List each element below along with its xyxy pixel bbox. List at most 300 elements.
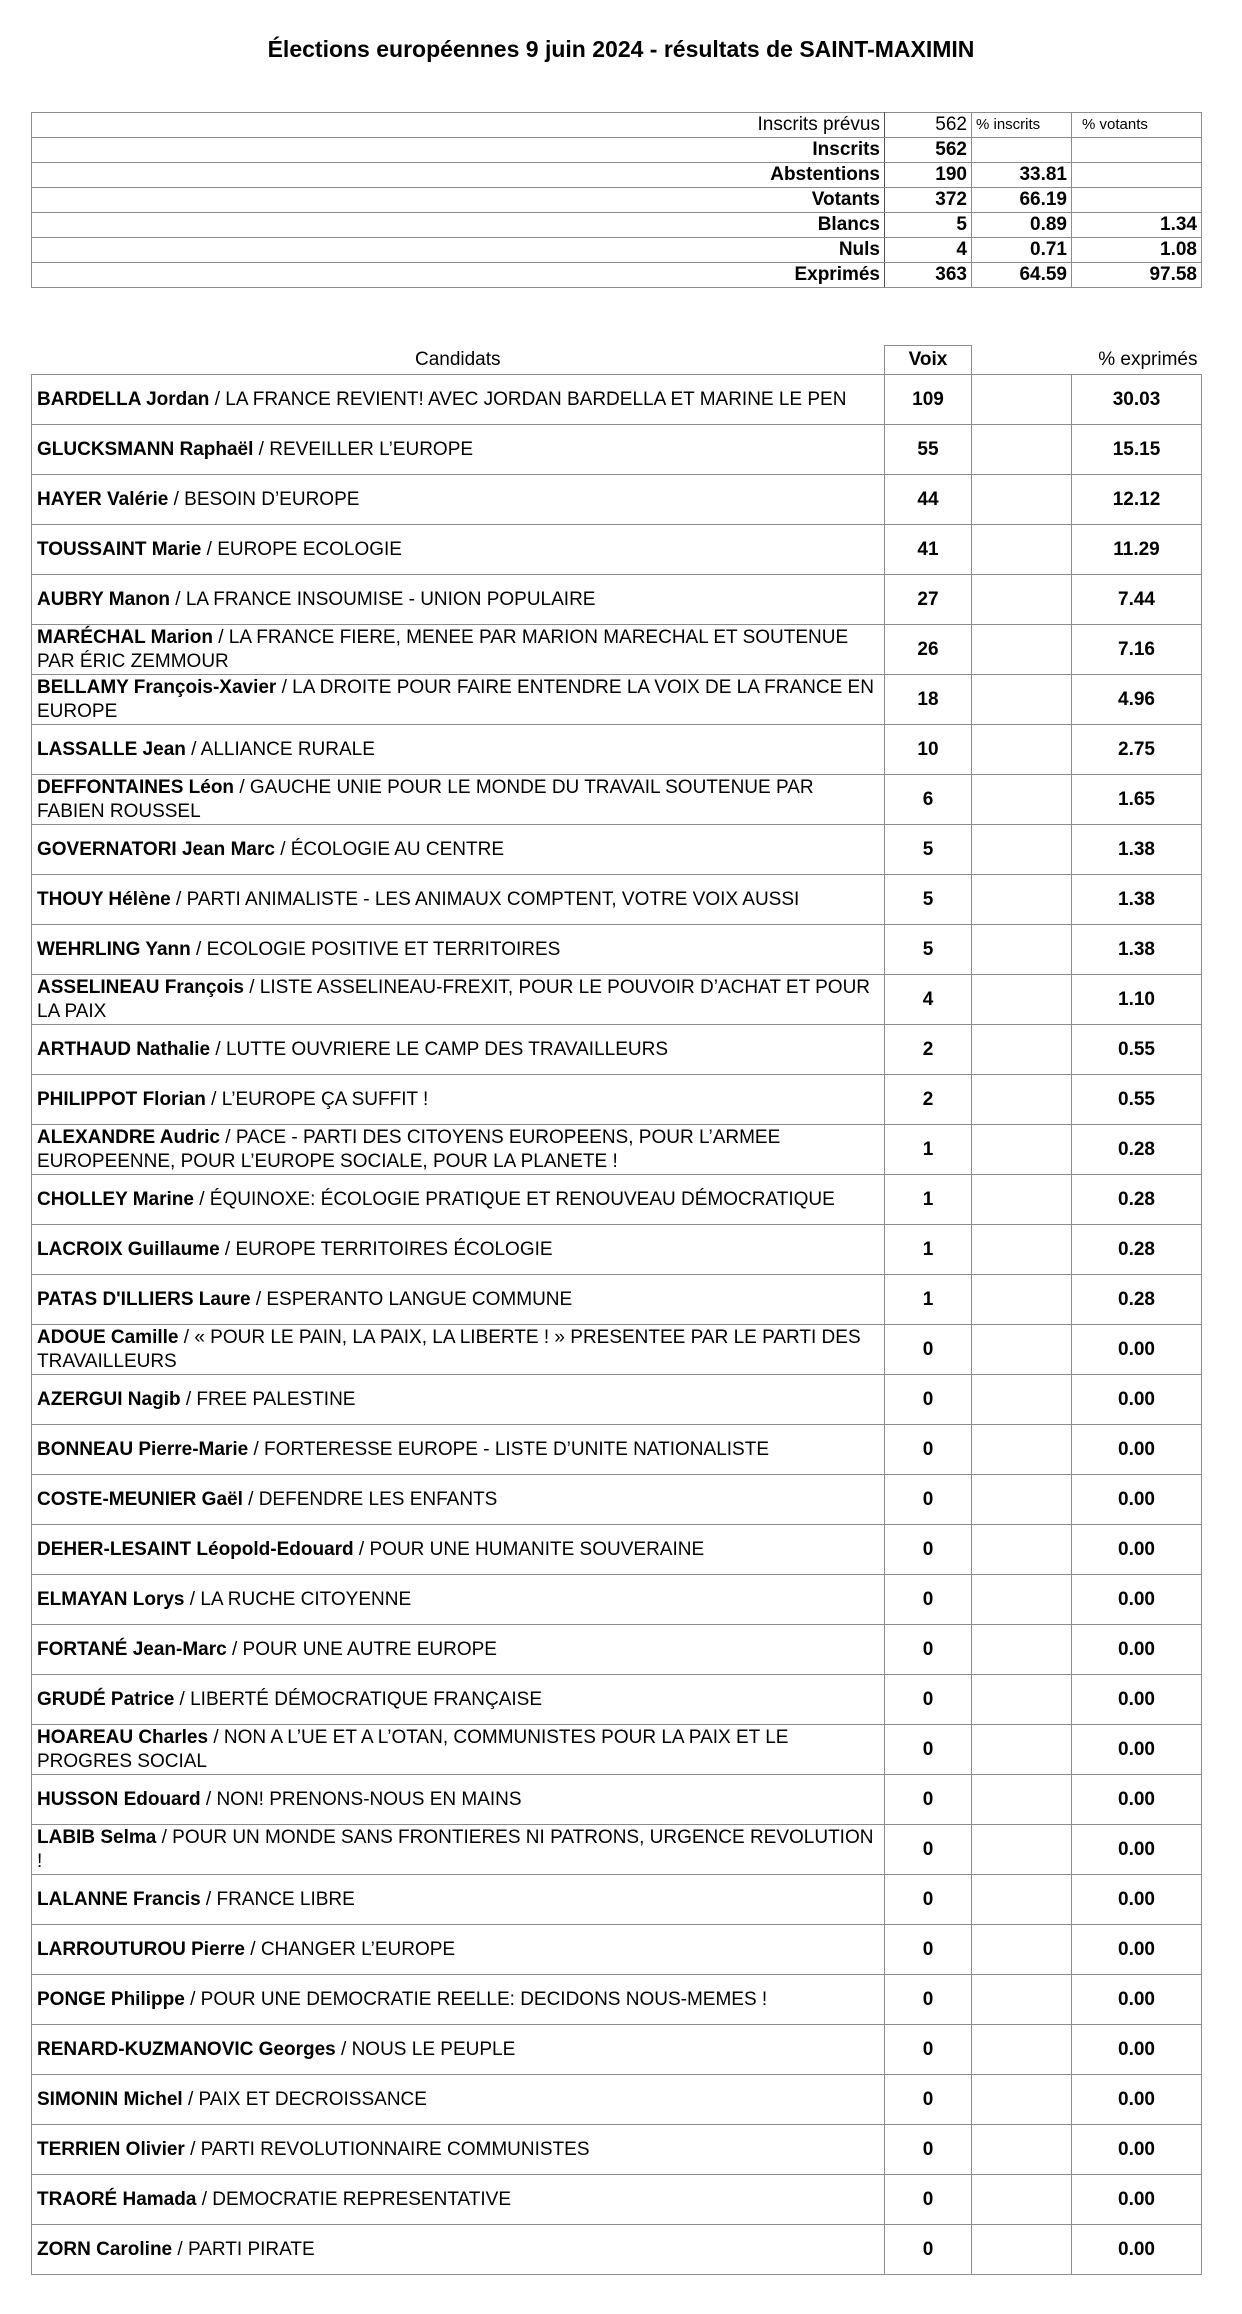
candidate-voix: 2 bbox=[885, 1075, 972, 1125]
candidate-row bbox=[32, 925, 1202, 975]
candidate-name: TERRIEN Olivier bbox=[37, 2138, 185, 2160]
candidate-cell bbox=[32, 1225, 885, 1275]
candidate-voix: 0 bbox=[885, 2075, 972, 2125]
candidate-list: / LIBERTÉ DÉMOCRATIQUE FRANÇAISE bbox=[174, 1688, 543, 1710]
empty-cell bbox=[972, 1325, 1072, 1375]
candidate-list: / PARTI ANIMALISTE - LES ANIMAUX COMPTENT, VOTRE VOIX AUSSI bbox=[170, 888, 800, 910]
candidate-list: / « POUR LE PAIN, LA PAIX, LA LIBERTE ! » PRESENTEE PAR LE PARTI DES TRAVAILLEURS bbox=[37, 1326, 861, 1372]
candidate-name: HUSSON Edouard bbox=[37, 1788, 201, 1810]
candidate-cell bbox=[32, 1725, 885, 1775]
candidate-list: / PARTI PIRATE bbox=[172, 2238, 315, 2260]
candidate-row bbox=[32, 2225, 1202, 2275]
pct-inscrits-header: % inscrits bbox=[972, 113, 1072, 138]
empty-cell bbox=[972, 725, 1072, 775]
candidate-pct-exprimes: 0.00 bbox=[1072, 1475, 1202, 1525]
candidate-voix: 5 bbox=[885, 825, 972, 875]
candidate-row bbox=[32, 1875, 1202, 1925]
candidate-voix: 1 bbox=[885, 1275, 972, 1325]
candidate-list: / DEFENDRE LES ENFANTS bbox=[242, 1488, 498, 1510]
empty-cell bbox=[972, 1375, 1072, 1425]
candidate-voix: 0 bbox=[885, 1475, 972, 1525]
candidate-name: THOUY Hélène bbox=[37, 888, 171, 910]
candidate-row bbox=[32, 1375, 1202, 1425]
candidate-row bbox=[32, 775, 1202, 825]
empty-cell bbox=[972, 1625, 1072, 1675]
candidate-list: / PAIX ET DECROISSANCE bbox=[182, 2088, 427, 2110]
candidate-pct-exprimes: 15.15 bbox=[1072, 425, 1202, 475]
candidate-list: / LUTTE OUVRIERE LE CAMP DES TRAVAILLEURS bbox=[210, 1038, 669, 1060]
summary-label: Inscrits bbox=[32, 138, 885, 163]
summary-pct-inscrits: 66.19 bbox=[972, 188, 1072, 213]
candidate-pct-exprimes: 0.00 bbox=[1072, 1575, 1202, 1625]
summary-label: Inscrits prévus bbox=[32, 113, 885, 138]
candidate-list: / LA FRANCE REVIENT! AVEC JORDAN BARDELLA ET MARINE LE PEN bbox=[209, 388, 847, 410]
summary-label: Votants bbox=[32, 188, 885, 213]
summary-value: 4 bbox=[885, 238, 972, 263]
candidate-name: ELMAYAN Lorys bbox=[37, 1588, 185, 1610]
candidate-row bbox=[32, 875, 1202, 925]
candidate-row bbox=[32, 375, 1202, 425]
summary-label: Blancs bbox=[32, 213, 885, 238]
candidate-voix: 0 bbox=[885, 1525, 972, 1575]
candidate-cell bbox=[32, 2175, 885, 2225]
candidate-pct-exprimes: 0.00 bbox=[1072, 1775, 1202, 1825]
empty-cell bbox=[972, 1925, 1072, 1975]
candidate-cell bbox=[32, 1625, 885, 1675]
candidate-row bbox=[32, 1775, 1202, 1825]
candidates-table bbox=[31, 345, 1202, 2275]
candidate-name: TOUSSAINT Marie bbox=[37, 538, 202, 560]
summary-pct-votants: 1.34 bbox=[1072, 213, 1202, 238]
candidates-header-row bbox=[32, 346, 1202, 375]
summary-pct-inscrits bbox=[972, 138, 1072, 163]
empty-cell bbox=[972, 975, 1072, 1025]
summary-value: 5 bbox=[885, 213, 972, 238]
candidate-cell bbox=[32, 1575, 885, 1625]
candidate-voix: 0 bbox=[885, 2025, 972, 2075]
candidate-list: / POUR UNE AUTRE EUROPE bbox=[226, 1638, 497, 1660]
candidate-voix: 18 bbox=[885, 675, 972, 725]
empty-cell bbox=[972, 2075, 1072, 2125]
candidate-name: AZERGUI Nagib bbox=[37, 1388, 181, 1410]
candidate-voix: 10 bbox=[885, 725, 972, 775]
candidate-name: ARTHAUD Nathalie bbox=[37, 1038, 211, 1060]
summary-pct-votants: 1.08 bbox=[1072, 238, 1202, 263]
candidate-name: WEHRLING Yann bbox=[37, 938, 191, 960]
candidate-name: BELLAMY François-Xavier bbox=[37, 676, 277, 698]
candidate-pct-exprimes: 0.28 bbox=[1072, 1275, 1202, 1325]
empty-cell bbox=[972, 1425, 1072, 1475]
candidate-voix: 0 bbox=[885, 1675, 972, 1725]
candidate-row bbox=[32, 975, 1202, 1025]
candidate-voix: 4 bbox=[885, 975, 972, 1025]
candidate-pct-exprimes: 0.00 bbox=[1072, 2025, 1202, 2075]
candidate-pct-exprimes: 0.55 bbox=[1072, 1075, 1202, 1125]
empty-cell bbox=[972, 1475, 1072, 1525]
candidate-cell bbox=[32, 1425, 885, 1475]
empty-cell bbox=[972, 775, 1072, 825]
summary-row-inscrits-prevus bbox=[32, 113, 1202, 138]
empty-cell bbox=[972, 1075, 1072, 1125]
candidate-voix: 27 bbox=[885, 575, 972, 625]
summary-value: 190 bbox=[885, 163, 972, 188]
candidate-row bbox=[32, 1525, 1202, 1575]
candidate-name: LALANNE Francis bbox=[37, 1888, 201, 1910]
empty-cell bbox=[972, 1125, 1072, 1175]
candidate-voix: 0 bbox=[885, 1425, 972, 1475]
candidate-voix: 0 bbox=[885, 1575, 972, 1625]
candidate-row bbox=[32, 525, 1202, 575]
candidate-pct-exprimes: 0.00 bbox=[1072, 1925, 1202, 1975]
candidate-voix: 6 bbox=[885, 775, 972, 825]
candidate-cell bbox=[32, 825, 885, 875]
candidate-row bbox=[32, 725, 1202, 775]
candidate-cell bbox=[32, 2075, 885, 2125]
summary-table bbox=[31, 112, 1202, 288]
empty-cell bbox=[972, 2025, 1072, 2075]
candidate-list: / POUR UNE HUMANITE SOUVERAINE bbox=[353, 1538, 705, 1560]
summary-pct-votants bbox=[1072, 138, 1202, 163]
summary-value: 372 bbox=[885, 188, 972, 213]
candidate-pct-exprimes: 7.16 bbox=[1072, 625, 1202, 675]
empty-cell bbox=[972, 375, 1072, 425]
candidate-voix: 2 bbox=[885, 1025, 972, 1075]
candidate-pct-exprimes: 0.00 bbox=[1072, 1325, 1202, 1375]
candidate-pct-exprimes: 4.96 bbox=[1072, 675, 1202, 725]
candidate-pct-exprimes: 0.00 bbox=[1072, 1875, 1202, 1925]
summary-pct-votants bbox=[1072, 163, 1202, 188]
candidate-voix: 109 bbox=[885, 375, 972, 425]
empty-cell bbox=[972, 625, 1072, 675]
empty-cell bbox=[972, 1875, 1072, 1925]
empty-cell bbox=[972, 1575, 1072, 1625]
candidate-voix: 0 bbox=[885, 2175, 972, 2225]
candidate-name: DEHER-LESAINT Léopold-Edouard bbox=[37, 1538, 354, 1560]
summary-pct-inscrits: 64.59 bbox=[972, 263, 1072, 288]
empty-cell bbox=[972, 575, 1072, 625]
empty-cell bbox=[972, 1725, 1072, 1775]
pct-votants-header: % votants bbox=[1072, 113, 1202, 138]
candidate-name: PATAS D'ILLIERS Laure bbox=[37, 1288, 251, 1310]
candidate-name: LASSALLE Jean bbox=[37, 738, 186, 760]
candidate-row bbox=[32, 1925, 1202, 1975]
candidate-voix: 0 bbox=[885, 1625, 972, 1675]
candidate-list: / FREE PALESTINE bbox=[180, 1388, 356, 1410]
candidate-cell bbox=[32, 875, 885, 925]
candidate-voix: 0 bbox=[885, 1825, 972, 1875]
candidate-pct-exprimes: 0.28 bbox=[1072, 1125, 1202, 1175]
empty-cell bbox=[972, 1275, 1072, 1325]
summary-row bbox=[32, 263, 1202, 288]
candidate-cell bbox=[32, 575, 885, 625]
candidate-list: / GAUCHE UNIE POUR LE MONDE DU TRAVAIL SOUTENUE PAR FABIEN ROUSSEL bbox=[37, 776, 814, 822]
candidate-name: AUBRY Manon bbox=[37, 588, 170, 610]
candidate-cell bbox=[32, 1025, 885, 1075]
candidate-voix: 5 bbox=[885, 875, 972, 925]
candidate-row bbox=[32, 2025, 1202, 2075]
candidate-name: FORTANÉ Jean-Marc bbox=[37, 1638, 227, 1660]
candidate-list: / ALLIANCE RURALE bbox=[185, 738, 375, 760]
candidate-cell bbox=[32, 1175, 885, 1225]
candidate-row bbox=[32, 625, 1202, 675]
empty-cell bbox=[972, 1225, 1072, 1275]
candidate-pct-exprimes: 12.12 bbox=[1072, 475, 1202, 525]
empty-cell bbox=[972, 425, 1072, 475]
candidate-cell bbox=[32, 2125, 885, 2175]
summary-value: 562 bbox=[885, 138, 972, 163]
candidate-name: ADOUE Camille bbox=[37, 1326, 179, 1348]
candidate-name: ASSELINEAU François bbox=[37, 976, 244, 998]
candidate-pct-exprimes: 0.00 bbox=[1072, 2175, 1202, 2225]
page-title: Élections européennes 9 juin 2024 - résultats de SAINT-MAXIMIN bbox=[267, 36, 975, 62]
candidate-list: / NON A L’UE ET A L’OTAN, COMMUNISTES POUR LA PAIX ET LE PROGRES SOCIAL bbox=[37, 1726, 789, 1772]
summary-row bbox=[32, 213, 1202, 238]
candidate-pct-exprimes: 1.38 bbox=[1072, 825, 1202, 875]
candidate-row bbox=[32, 2175, 1202, 2225]
candidate-list: / ECOLOGIE POSITIVE ET TERRITOIRES bbox=[190, 938, 561, 960]
candidate-list: / LA DROITE POUR FAIRE ENTENDRE LA VOIX DE LA FRANCE EN EUROPE bbox=[37, 676, 874, 722]
candidate-voix: 0 bbox=[885, 1875, 972, 1925]
candidate-name: ALEXANDRE Audric bbox=[37, 1126, 220, 1148]
candidate-list: / PARTI REVOLUTIONNAIRE COMMUNISTES bbox=[184, 2138, 590, 2160]
candidate-cell bbox=[32, 1675, 885, 1725]
candidate-pct-exprimes: 1.65 bbox=[1072, 775, 1202, 825]
candidate-pct-exprimes: 0.00 bbox=[1072, 1375, 1202, 1425]
summary-pct-inscrits: 0.89 bbox=[972, 213, 1072, 238]
candidate-name: MARÉCHAL Marion bbox=[37, 626, 213, 648]
candidate-voix: 0 bbox=[885, 2225, 972, 2275]
empty-cell bbox=[972, 2125, 1072, 2175]
candidate-cell bbox=[32, 475, 885, 525]
candidate-voix: 1 bbox=[885, 1225, 972, 1275]
candidate-name: ZORN Caroline bbox=[37, 2238, 173, 2260]
empty-cell bbox=[972, 1175, 1072, 1225]
candidate-name: HOAREAU Charles bbox=[37, 1726, 209, 1748]
candidate-list: / L’EUROPE ÇA SUFFIT ! bbox=[205, 1088, 429, 1110]
summary-value: 363 bbox=[885, 263, 972, 288]
candidate-name: TRAORÉ Hamada bbox=[37, 2188, 197, 2210]
candidate-list: / POUR UN MONDE SANS FRONTIERES NI PATRONS, URGENCE REVOLUTION ! bbox=[37, 1826, 874, 1872]
candidate-cell bbox=[32, 1525, 885, 1575]
candidate-row bbox=[32, 1975, 1202, 2025]
empty-cell bbox=[972, 1775, 1072, 1825]
candidate-pct-exprimes: 0.00 bbox=[1072, 1625, 1202, 1675]
empty-cell bbox=[972, 925, 1072, 975]
candidate-cell bbox=[32, 925, 885, 975]
candidate-list: / CHANGER L’EUROPE bbox=[244, 1938, 456, 1960]
candidate-cell bbox=[32, 1875, 885, 1925]
pct-exprimes-header: % exprimés bbox=[1098, 348, 1198, 370]
candidate-voix: 5 bbox=[885, 925, 972, 975]
candidate-cell bbox=[32, 1375, 885, 1425]
empty-cell bbox=[972, 475, 1072, 525]
candidate-pct-exprimes: 0.28 bbox=[1072, 1175, 1202, 1225]
candidate-row bbox=[32, 1175, 1202, 1225]
candidate-pct-exprimes: 2.75 bbox=[1072, 725, 1202, 775]
candidate-pct-exprimes: 1.10 bbox=[1072, 975, 1202, 1025]
summary-row bbox=[32, 138, 1202, 163]
summary-row bbox=[32, 163, 1202, 188]
candidate-list: / ÉQUINOXE: ÉCOLOGIE PRATIQUE ET RENOUVEAU DÉMOCRATIQUE bbox=[193, 1188, 835, 1210]
candidate-name: BARDELLA Jordan bbox=[37, 388, 210, 410]
empty-cell bbox=[972, 2225, 1072, 2275]
empty-cell bbox=[972, 675, 1072, 725]
candidate-cell bbox=[32, 1075, 885, 1125]
candidate-cell bbox=[32, 725, 885, 775]
candidate-cell bbox=[32, 375, 885, 425]
spacer-header bbox=[972, 346, 1072, 375]
candidate-row bbox=[32, 1425, 1202, 1475]
candidate-row bbox=[32, 825, 1202, 875]
candidate-row bbox=[32, 1625, 1202, 1675]
candidate-name: HAYER Valérie bbox=[37, 488, 169, 510]
candidate-list: / LA FRANCE INSOUMISE - UNION POPULAIRE bbox=[170, 588, 596, 610]
candidate-list: / REVEILLER L’EUROPE bbox=[253, 438, 474, 460]
candidate-cell bbox=[32, 675, 885, 725]
candidate-name: RENARD-KUZMANOVIC Georges bbox=[37, 2038, 336, 2060]
summary-pct-votants: 97.58 bbox=[1072, 263, 1202, 288]
candidate-voix: 0 bbox=[885, 1375, 972, 1425]
candidate-list: / ESPERANTO LANGUE COMMUNE bbox=[250, 1288, 573, 1310]
summary-label: Abstentions bbox=[32, 163, 885, 188]
candidate-row bbox=[32, 425, 1202, 475]
candidate-pct-exprimes: 30.03 bbox=[1072, 375, 1202, 425]
candidate-list: / BESOIN D’EUROPE bbox=[168, 488, 360, 510]
candidate-cell bbox=[32, 975, 885, 1025]
candidate-row bbox=[32, 2125, 1202, 2175]
empty-cell bbox=[972, 1975, 1072, 2025]
candidate-name: LARROUTUROU Pierre bbox=[37, 1938, 245, 1960]
candidate-pct-exprimes: 0.00 bbox=[1072, 1975, 1202, 2025]
candidate-list: / NOUS LE PEUPLE bbox=[335, 2038, 516, 2060]
candidate-voix: 0 bbox=[885, 1775, 972, 1825]
candidate-name: PONGE Philippe bbox=[37, 1988, 185, 2010]
candidate-name: LACROIX Guillaume bbox=[37, 1238, 220, 1260]
candidate-pct-exprimes: 11.29 bbox=[1072, 525, 1202, 575]
candidate-voix: 0 bbox=[885, 1975, 972, 2025]
candidate-name: GOVERNATORI Jean Marc bbox=[37, 838, 275, 860]
candidate-row bbox=[32, 675, 1202, 725]
candidate-cell bbox=[32, 625, 885, 675]
candidate-row bbox=[32, 1675, 1202, 1725]
candidate-list: / LISTE ASSELINEAU-FREXIT, POUR LE POUVOIR D’ACHAT ET POUR LA PAIX bbox=[37, 976, 871, 1022]
candidate-name: CHOLLEY Marine bbox=[37, 1188, 194, 1210]
candidate-pct-exprimes: 0.00 bbox=[1072, 1675, 1202, 1725]
candidate-name: DEFFONTAINES Léon bbox=[37, 776, 235, 798]
candidate-row bbox=[32, 1075, 1202, 1125]
candidate-row bbox=[32, 1325, 1202, 1375]
candidate-name: LABIB Selma bbox=[37, 1826, 157, 1848]
candidate-voix: 41 bbox=[885, 525, 972, 575]
candidate-pct-exprimes: 0.00 bbox=[1072, 2075, 1202, 2125]
candidate-pct-exprimes: 0.00 bbox=[1072, 1425, 1202, 1475]
candidate-voix: 1 bbox=[885, 1125, 972, 1175]
candidate-pct-exprimes: 0.28 bbox=[1072, 1225, 1202, 1275]
candidate-cell bbox=[32, 525, 885, 575]
summary-row bbox=[32, 238, 1202, 263]
candidate-name: BONNEAU Pierre-Marie bbox=[37, 1438, 249, 1460]
candidate-voix: 0 bbox=[885, 2125, 972, 2175]
candidate-cell bbox=[32, 775, 885, 825]
candidate-list: / NON! PRENONS-NOUS EN MAINS bbox=[200, 1788, 522, 1810]
candidate-cell bbox=[32, 2025, 885, 2075]
candidate-voix: 55 bbox=[885, 425, 972, 475]
candidate-row bbox=[32, 1225, 1202, 1275]
candidate-row bbox=[32, 475, 1202, 525]
candidate-row bbox=[32, 1475, 1202, 1525]
candidate-pct-exprimes: 0.00 bbox=[1072, 2125, 1202, 2175]
candidate-list: / LA RUCHE CITOYENNE bbox=[184, 1588, 412, 1610]
candidate-pct-exprimes: 0.00 bbox=[1072, 2225, 1202, 2275]
summary-pct-inscrits: 33.81 bbox=[972, 163, 1072, 188]
empty-cell bbox=[972, 825, 1072, 875]
candidate-cell bbox=[32, 1925, 885, 1975]
summary-value: 562 bbox=[885, 113, 972, 138]
candidate-voix: 44 bbox=[885, 475, 972, 525]
candidate-pct-exprimes: 1.38 bbox=[1072, 875, 1202, 925]
candidate-cell bbox=[32, 1975, 885, 2025]
summary-pct-inscrits: 0.71 bbox=[972, 238, 1072, 263]
summary-label: Nuls bbox=[32, 238, 885, 263]
candidate-pct-exprimes: 0.00 bbox=[1072, 1825, 1202, 1875]
candidate-name: GRUDÉ Patrice bbox=[37, 1688, 175, 1710]
candidate-cell bbox=[32, 1275, 885, 1325]
candidate-list: / FORTERESSE EUROPE - LISTE D’UNITE NATIONALISTE bbox=[248, 1438, 770, 1460]
candidate-voix: 0 bbox=[885, 1725, 972, 1775]
candidate-row bbox=[32, 1825, 1202, 1875]
candidate-voix: 0 bbox=[885, 1325, 972, 1375]
candidate-cell bbox=[32, 1475, 885, 1525]
empty-cell bbox=[972, 875, 1072, 925]
candidate-list: / POUR UNE DEMOCRATIE REELLE: DECIDONS NOUS-MEMES ! bbox=[184, 1988, 768, 2010]
empty-cell bbox=[972, 1025, 1072, 1075]
candidate-name: GLUCKSMANN Raphaël bbox=[37, 438, 254, 460]
summary-label: Exprimés bbox=[32, 263, 885, 288]
candidate-row bbox=[32, 1575, 1202, 1625]
candidate-row bbox=[32, 1275, 1202, 1325]
empty-cell bbox=[972, 1825, 1072, 1875]
candidate-list: / DEMOCRATIE REPRESENTATIVE bbox=[196, 2188, 512, 2210]
candidate-row bbox=[32, 1025, 1202, 1075]
candidate-list: / ÉCOLOGIE AU CENTRE bbox=[274, 838, 505, 860]
candidate-cell bbox=[32, 1125, 885, 1175]
candidate-voix: 0 bbox=[885, 1925, 972, 1975]
empty-cell bbox=[972, 2175, 1072, 2225]
candidate-list: / EUROPE TERRITOIRES ÉCOLOGIE bbox=[219, 1238, 553, 1260]
candidate-pct-exprimes: 1.38 bbox=[1072, 925, 1202, 975]
candidate-pct-exprimes: 0.55 bbox=[1072, 1025, 1202, 1075]
candidate-cell bbox=[32, 425, 885, 475]
candidate-pct-exprimes: 0.00 bbox=[1072, 1525, 1202, 1575]
summary-row bbox=[32, 188, 1202, 213]
candidate-list: / FRANCE LIBRE bbox=[200, 1888, 355, 1910]
empty-cell bbox=[972, 525, 1072, 575]
candidate-row bbox=[32, 575, 1202, 625]
voix-header: Voix bbox=[885, 346, 972, 375]
candidate-list: / LA FRANCE FIERE, MENEE PAR MARION MARECHAL ET SOUTENUE PAR ÉRIC ZEMMOUR bbox=[37, 626, 849, 672]
candidate-row bbox=[32, 1125, 1202, 1175]
candidate-list: / EUROPE ECOLOGIE bbox=[201, 538, 402, 560]
candidate-name: COSTE-MEUNIER Gaël bbox=[37, 1488, 243, 1510]
candidate-cell bbox=[32, 2225, 885, 2275]
candidate-row bbox=[32, 1725, 1202, 1775]
candidate-cell bbox=[32, 1325, 885, 1375]
candidats-header: Candidats bbox=[414, 348, 501, 370]
empty-cell bbox=[972, 1675, 1072, 1725]
candidate-row bbox=[32, 2075, 1202, 2125]
candidate-name: SIMONIN Michel bbox=[37, 2088, 183, 2110]
candidate-pct-exprimes: 7.44 bbox=[1072, 575, 1202, 625]
